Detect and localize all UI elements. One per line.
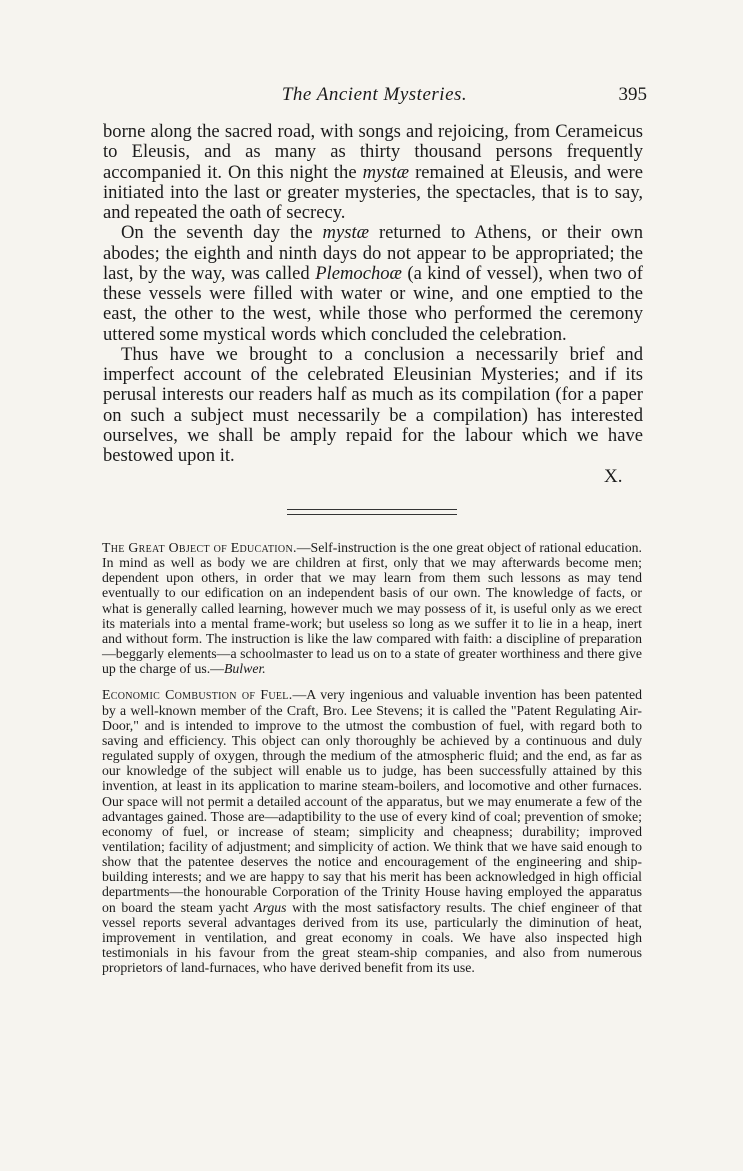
text-run: —Self-instruction is the one great object of rational education. In mind as well as body we are children at first, only that we may afterwards become men; dependent upon others, in order that we may learn from them such lessons as may tend eventually to our edification on an independent basis of our own. The knowledge of facts, or what is generally called learning, however much we may possess of it, is useful only as we erect its materials into a mental frame-work; but useless so long as we suffer it to lie in a heap, inert and without form. The instruction is like the law compared with faith: a discipline of preparation—beggarly elements—a schoolmaster to lead us on to a state of greater worthiness and there give up the charge of us.— <box>102 540 642 677</box>
italic-term: mystæ <box>362 161 410 183</box>
italic-term: mystæ <box>322 222 370 244</box>
article-paragraph <box>103 122 643 223</box>
text-run: remained at Eleusis, and were initiated into the last or greater mysteries, the spectacles, that is to say, and repeated the oath of secrecy. <box>103 161 643 223</box>
italic-term: Argus <box>254 899 287 915</box>
note-heading: The Great Object of Education. <box>102 540 297 555</box>
note-author: Bulwer. <box>223 661 266 677</box>
author-signature: X. <box>604 466 623 487</box>
text-run: On the seventh day the <box>121 222 323 244</box>
text-run: with the most satisfactory results. The chief engineer of that vessel reports several advantages derived from its use, particularly the diminution of heat, improvement in ventilation, and great economy in coals. We have also inspected high testimonials in his favour from the great steam-ship companies, and also from numerous proprietors of land-furnaces, who have derived benefit from its use. <box>102 899 643 976</box>
text-run: (a kind of vessel), when two of these vessels were filled with water or wine, and one emptied to the east, the other to the west, while those who performed the ceremony uttered some mystical words which concluded the celebration. <box>103 262 643 345</box>
running-head <box>102 84 647 108</box>
divider-rule <box>287 509 457 510</box>
notes-section <box>102 540 642 975</box>
text-run: borne along the sacred road, with songs and rejoicing, from Cerameicus to Eleusis, and as many as thirty thousand persons frequently accompanied it. On this night the <box>103 121 643 183</box>
text-run: returned to Athens, or their own abodes; the eighth and ninth days do not appear to be appropriated; the last, by the way, was called <box>103 222 644 284</box>
divider-rule <box>287 514 457 515</box>
page-number: 395 <box>618 84 647 105</box>
article-paragraph <box>103 223 643 345</box>
note-fuel <box>102 687 642 975</box>
text-run: —A very ingenious and valuable invention has been patented by a well-known member of the Craft, Bro. Lee Stevens; it is called the "Patent Regulating Air-Door," and is intended to improve to the utmost the combustion of fuel, with regard both to saving and efficiency. This object can only thoroughly be achieved by a continuous and duly regulated supply of oxygen, through the medium of the atmospheric fluid; and the end, as far as our knowledge of the subject will enable us to judge, has been successfully attained by this invention, at least in its application to marine steam-boilers, and locomotive and other furnaces. Our space will not permit a detailed account of the apparatus, but we may enumerate a few of the advantages gained. Those are—adaptibility to the use of every kind of coal; prevention of smoke; economy of fuel, or increase of steam; simplicity and cheapness; durability; improved ventilation; facility of adjustment; and simplicity of action. We think that we have said enough to show that the patentee deserves the notice and encouragement of the engineering and ship-building interests; and we are happy to say that his merit has been acknowledged in high official departments—the honourable Corporation of the Trinity House having employed the apparatus on board the steam yacht <box>102 687 642 915</box>
note-education <box>102 540 642 676</box>
italic-term: Plemochoæ <box>315 262 402 284</box>
article-paragraph: Thus have we brought to a conclusion a necessarily brief and imperfect account of the celebrated Eleusinian Mysteries; and if its perusal interests our readers half as much as its compilation (for a paper on such a subject must necessarily be a compilation) has interested ourselves, we shall be amply repaid for the labour which we have bestowed upon it. <box>103 343 643 466</box>
running-title: The Ancient Mysteries. <box>281 84 468 105</box>
article-body <box>103 122 643 466</box>
note-heading: Economic Combustion of Fuel. <box>102 687 293 703</box>
